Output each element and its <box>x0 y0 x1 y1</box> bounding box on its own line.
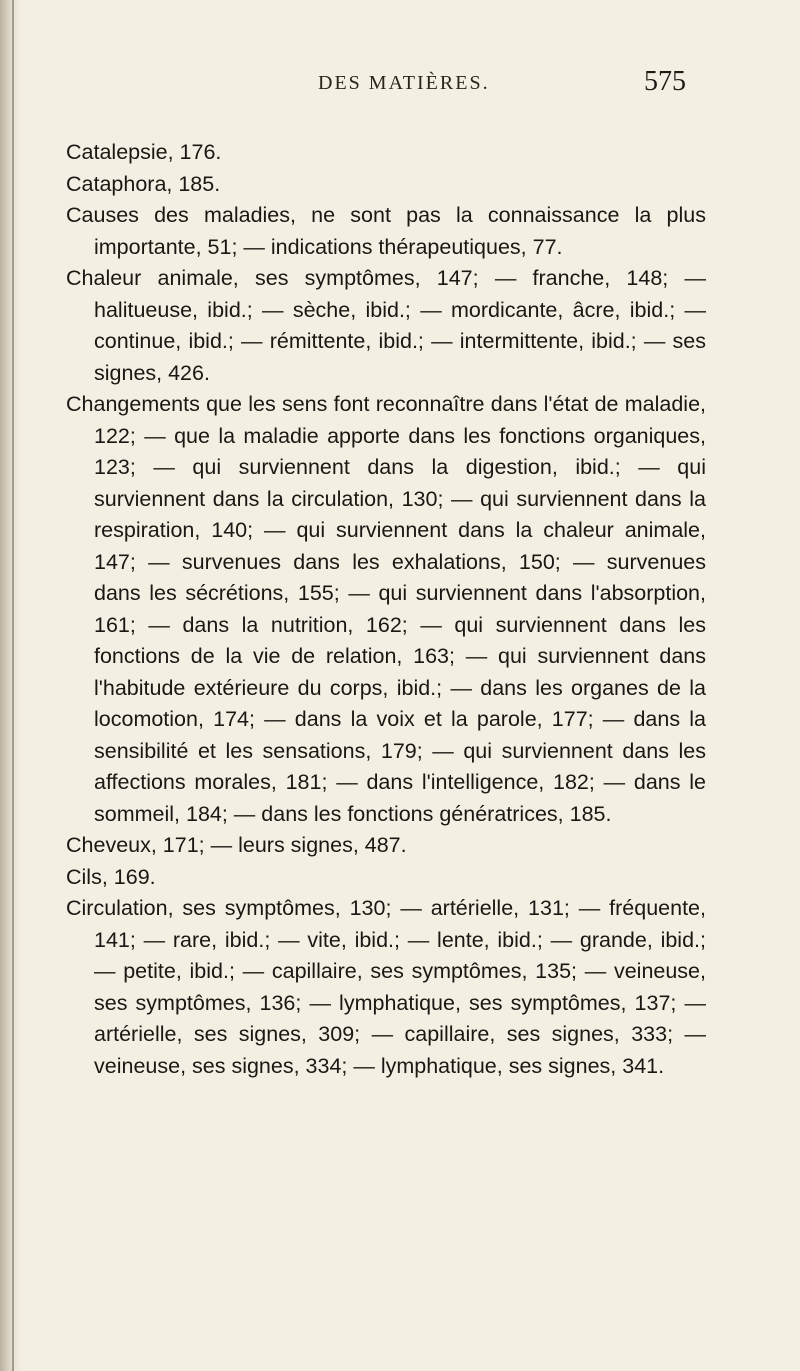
entry-text: Chaleur animale, ses symptômes, 147; — franche, 148; — halitueuse, ibid.; — sèche, ibid.; — mordicante, âcre, ibid.; — continue, ibid.; — rémittente, ibid.; — intermittente, ibid.; — ses signes, 426. <box>66 266 706 385</box>
entry-text: Changements que les sens font reconnaître dans l'état de maladie, 122; — que la maladie apporte dans les fonctions organiques, 123; — qui surviennent dans la digestion, ibid.; — qui surviennent dans la circulation, 130; — qui surviennent dans la respiration, 140; — qui surviennent dans la chaleur animale, 147; — survenues dans les exhalations, 150; — survenues dans les sécrétions, 155; — qui surviennent dans l'absorption, 161; — dans la nutrition, 162; — qui surviennent dans les fonctions de la vie de relation, 163; — qui surviennent dans l'habitude extérieure du corps, ibid.; — dans les organes de la locomotion, 174; — dans la voix et la parole, 177; — dans la sensibilité et les sensations, 179; — qui surviennent dans les affections morales, 181; — dans l'intelligence, 182; — dans le sommeil, 184; — dans les fonctions génératrices, 185. <box>66 392 706 826</box>
index-entry-causes <box>66 200 706 263</box>
page-number: 575 <box>644 66 686 97</box>
index-entry-cataphora <box>66 169 706 201</box>
index-entry-circulation <box>66 893 706 1082</box>
index-entries <box>66 137 706 1082</box>
entry-text: Cils, 169. <box>66 864 156 889</box>
index-entry-catalepsie <box>66 137 706 169</box>
page-edge-line <box>12 0 14 1371</box>
entry-text: Causes des maladies, ne sont pas la connaissance la plus importante, 51; — indications thérapeutiques, 77. <box>66 203 706 259</box>
entry-text: Circulation, ses symptômes, 130; — artérielle, 131; — fréquente, 141; — rare, ibid.; — vite, ibid.; — lente, ibid.; — grande, ibid.; — petite, ibid.; — capillaire, ses symptômes, 135; — veineuse, ses symptômes, 136; — lymphatique, ses symptômes, 137; — artérielle, ses signes, 309; — capillaire, ses signes, 333; — veineuse, ses signes, 334; — lymphatique, ses signes, 341. <box>66 896 706 1078</box>
page-gutter-shadow <box>0 0 22 1371</box>
index-entry-changements <box>66 389 706 830</box>
entry-text: Catalepsie, 176. <box>66 140 222 164</box>
running-title: DES MATIÈRES. <box>318 72 490 94</box>
entry-text: Cataphora, 185. <box>66 171 221 196</box>
running-header <box>0 66 800 106</box>
index-entry-cheveux <box>66 830 706 862</box>
index-entry-cils <box>66 862 706 894</box>
index-entry-chaleur-animale <box>66 263 706 389</box>
entry-text: Cheveux, 171; — leurs signes, 487. <box>66 833 407 857</box>
